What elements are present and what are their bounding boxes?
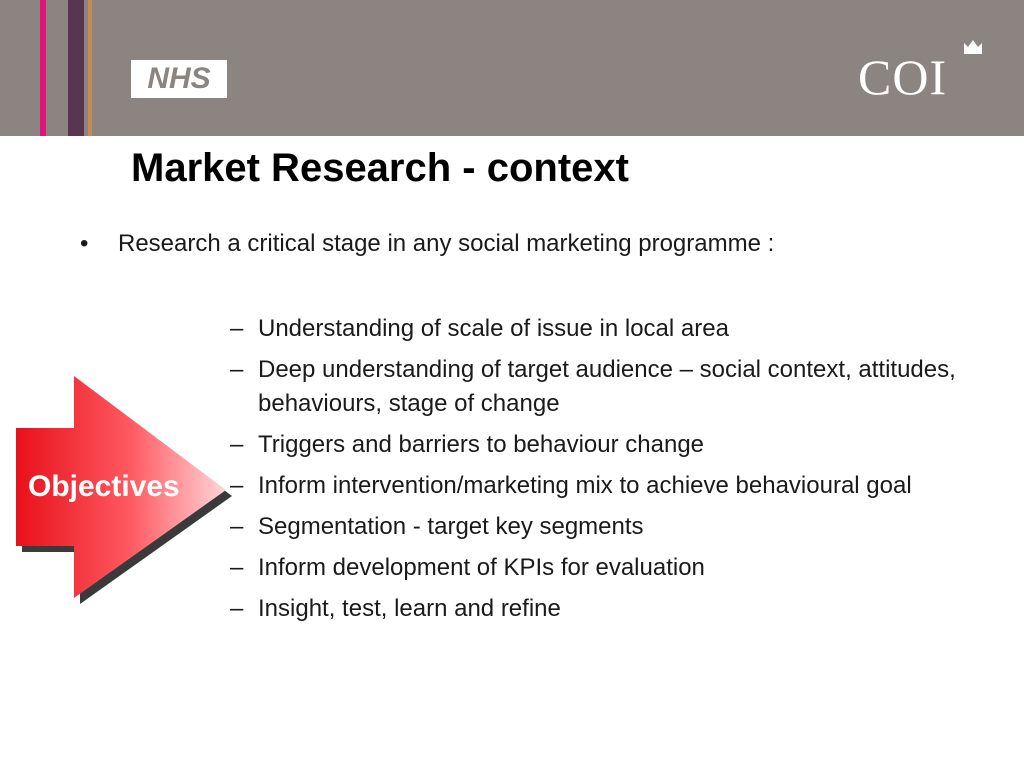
dash-mark: –	[230, 513, 244, 540]
dash-mark: –	[230, 554, 244, 581]
dash-mark: –	[230, 431, 244, 458]
bullet-mark: •	[80, 230, 89, 257]
list-item-text: Triggers and barriers to behaviour change	[258, 431, 705, 458]
accent-stripe-pink	[40, 0, 46, 136]
objectives-label: Objectives	[28, 470, 180, 503]
list-item-text: Deep understanding of target audience – social context, attitudes, behaviours, stage of change	[258, 356, 956, 417]
dash-mark: –	[230, 315, 244, 342]
list-item-text: Segmentation - target key segments	[258, 513, 644, 540]
slide-title: Market Research - context	[131, 146, 629, 190]
accent-stripe-purple	[68, 0, 84, 136]
dash-mark: –	[230, 356, 244, 383]
list-item	[230, 312, 990, 346]
nhs-logo	[131, 60, 227, 98]
crown-icon	[962, 38, 984, 54]
sub-points-list	[230, 312, 990, 633]
list-item	[230, 469, 990, 503]
dash-mark: –	[230, 595, 244, 622]
list-item	[230, 353, 990, 421]
dash-mark: –	[230, 472, 244, 499]
coi-logo: COI	[858, 49, 948, 105]
list-item-text: Inform intervention/marketing mix to achieve behavioural goal	[258, 472, 912, 499]
nhs-logo-text: NHS	[147, 62, 211, 95]
list-item-text: Inform development of KPIs for evaluation	[258, 554, 705, 581]
list-item-text: Understanding of scale of issue in local area	[258, 315, 729, 342]
main-bullet-text: Research a critical stage in any social marketing programme :	[118, 230, 775, 257]
list-item	[230, 428, 990, 462]
accent-stripe-orange	[88, 0, 92, 136]
list-item	[230, 510, 990, 544]
list-item	[230, 551, 990, 585]
list-item-text: Insight, test, learn and refine	[258, 595, 561, 622]
main-bullet	[80, 230, 774, 258]
list-item	[230, 592, 990, 626]
